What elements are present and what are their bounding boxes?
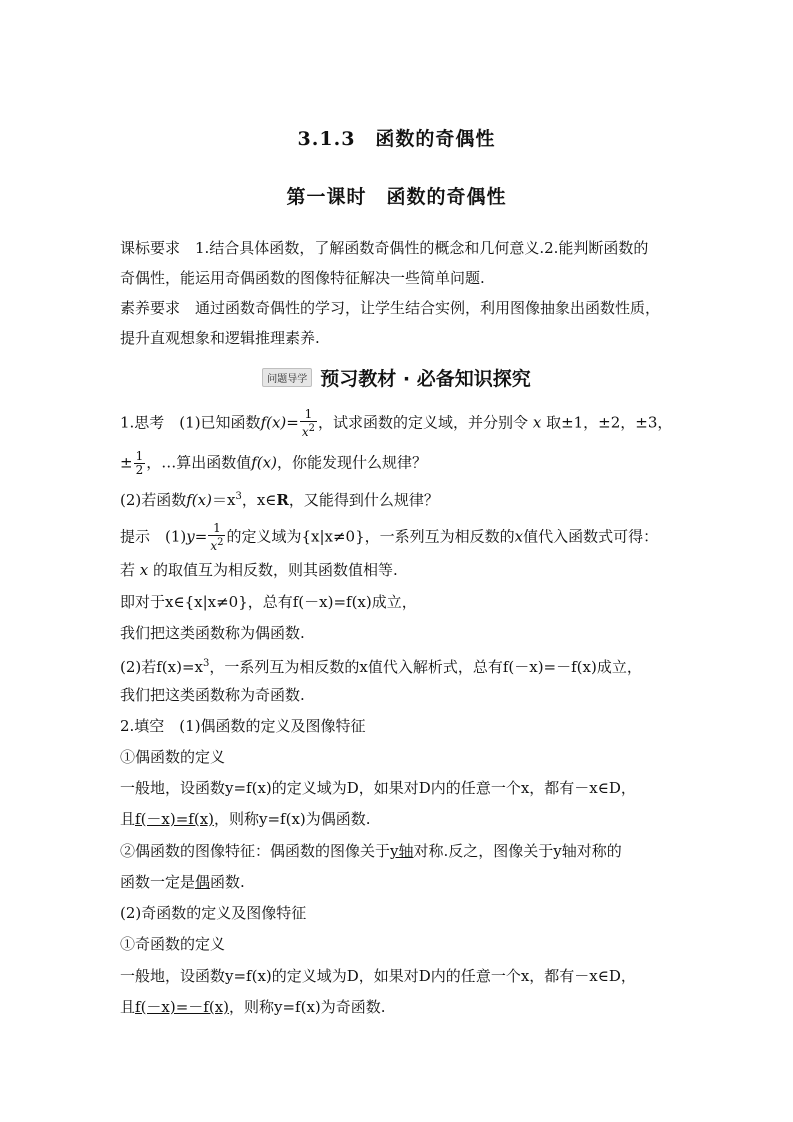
even-def-line-2: 且f(－x)=f(x)，则称y=f(x)为偶函数.	[120, 810, 371, 828]
hint-line-5: (2)若$f(x)=x^3$，一系列互为相反数的x值代入解析式，总有f(－x)=－f(x)成立，	[120, 658, 642, 676]
think-question-1: 1.思考 (1)已知函数f(x)= $\frac{1}{x^2}$ ，试求函数的定义域，并分别令 x 取±1，±2，±3，	[120, 407, 673, 439]
odd-heading: (2)奇函数的定义及图像特征	[120, 904, 307, 922]
even-def-heading: ①偶函数的定义	[120, 748, 226, 766]
fraction: $\frac{1}{2}$	[135, 449, 144, 477]
odd-def-line-2: 且f(－x)=－f(x)，则称y=f(x)为奇函数.	[120, 998, 386, 1016]
hint-line-2: 若 x 的取值互为相反数，则其函数值相等.	[120, 561, 398, 579]
odd-def-line-1: 一般地，设函数y=f(x)的定义域为D，如果对D内的任意一个x，都有－x∈D，	[120, 967, 636, 985]
hint-line-4: 我们把这类函数称为偶函数.	[120, 624, 305, 642]
think-question-1-cont: ± $\frac{1}{2}$ ，…算出函数值f(x)，你能发现什么规律？	[120, 449, 427, 477]
section-heading	[0, 364, 793, 391]
fill-answer: 偶	[195, 873, 211, 891]
fill-answer: y轴	[390, 842, 414, 860]
hint-line-3: 即对于x∈{x|x≠0}，总有f(－x)=f(x)成立，	[120, 593, 417, 611]
odd-def-heading: ①奇函数的定义	[120, 935, 226, 953]
curriculum-requirement-line-1: 课标要求 1.结合具体函数，了解函数奇偶性的概念和几何意义.2.能判断函数的	[120, 239, 649, 257]
fraction: $\frac{1}{x^2}$	[301, 407, 316, 439]
fill-heading: 2.填空 (1)偶函数的定义及图像特征	[120, 717, 366, 735]
even-def-line-1: 一般地，设函数y=f(x)的定义域为D，如果对D内的任意一个x，都有－x∈D，	[120, 779, 636, 797]
think-question-2: (2)若函数$f(x)=x^3$，x∈R，又能得到什么规律？	[120, 491, 439, 509]
curriculum-requirement-line-2: 奇偶性，能运用奇偶函数的图像特征解决一些简单问题.	[120, 269, 485, 287]
fill-answer: f(－x)=－f(x)	[135, 998, 230, 1016]
literacy-requirement-line-1: 素养要求 通过函数奇偶性的学习，让学生结合实例，利用图像抽象出函数性质，	[120, 299, 661, 317]
lesson-title: 第一课时 函数的奇偶性	[286, 186, 507, 208]
section-heading-title: 预习教材 · 必备知识探究	[320, 368, 531, 390]
hint-line-1: 提示 (1)y= $\frac{1}{x^2}$ 的定义域为{x|x≠0}，一系列互为相反数的x值代入函数式可得：	[120, 521, 659, 553]
even-graph-line-2: 函数一定是偶函数.	[120, 873, 245, 891]
section-tag: 问题导学	[262, 368, 312, 387]
fill-answer: f(－x)=f(x)	[135, 810, 215, 828]
literacy-requirement-line-2: 提升直观想象和逻辑推理素养.	[120, 329, 320, 347]
hint-line-6: 我们把这类函数称为奇函数.	[120, 686, 305, 704]
section-title: 3.1.3 函数的奇偶性	[297, 128, 496, 150]
even-graph-line-1: ②偶函数的图像特征：偶函数的图像关于y轴对称.反之，图像关于y轴对称的	[120, 842, 622, 860]
fraction: $\frac{1}{x^2}$	[210, 521, 224, 553]
